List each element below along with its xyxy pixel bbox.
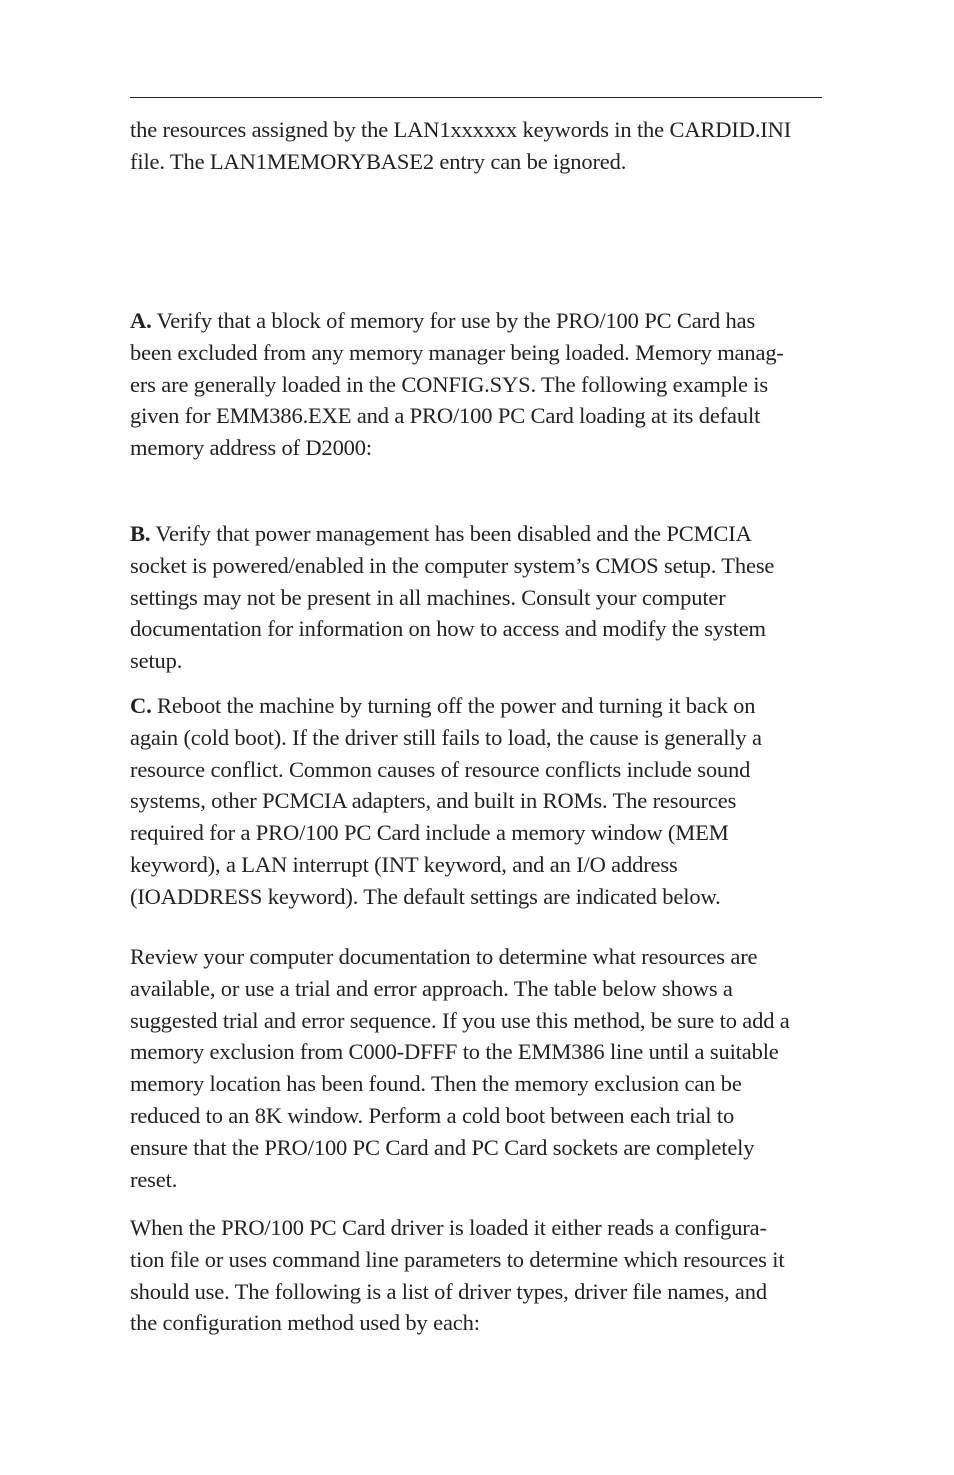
text-line: tion file or uses command line parameters to determine which resources it (130, 1246, 785, 1272)
text-line: the resources assigned by the LAN1xxxxxx keywords in the CARDID.INI (130, 117, 792, 142)
text-line: memory exclusion from C000-DFFF to the EMM386 line until a suitable (130, 1039, 779, 1065)
text-line: again (cold boot). If the driver still fails to load, the cause is generally a (130, 724, 762, 750)
paragraph-review (130, 941, 830, 1195)
text-line: Review your computer documentation to determine what resources are (130, 944, 758, 969)
text-line: file. The LAN1MEMORYBASE2 entry can be ignored. (130, 148, 627, 174)
text-line: memory address of D2000: (130, 435, 372, 461)
step-label-c: C. (130, 693, 152, 718)
step-label-b: B. (130, 521, 151, 546)
paragraph-step-c (130, 690, 830, 913)
text-line: setup. (130, 648, 183, 674)
text-line: the configuration method used by each: (130, 1310, 480, 1336)
text-segment: Verify that a block of memory for use by the PRO/100 PC Card has (151, 308, 756, 333)
text-line: systems, other PCMCIA adapters, and built in ROMs. The resources (130, 788, 737, 814)
text-line: reduced to an 8K window. Perform a cold boot between each trial to (130, 1102, 735, 1128)
text-line: memory location has been found. Then the memory exclusion can be (130, 1071, 742, 1097)
text-line: ers are generally loaded in the CONFIG.SYS. The following example is (130, 371, 768, 397)
text-line: settings may not be present in all machines. Consult your computer (130, 584, 726, 610)
text-line: reset. (130, 1166, 178, 1192)
text-segment: Verify that power management has been disabled and the PCMCIA (150, 521, 752, 546)
text-line: ensure that the PRO/100 PC Card and PC Card sockets are completely (130, 1134, 755, 1160)
text-line: been excluded from any memory manager being loaded. Memory manag- (130, 339, 784, 365)
text-line: socket is powered/enabled in the computer system’s CMOS setup. These (130, 552, 775, 578)
text-line: given for EMM386.EXE and a PRO/100 PC Card loading at its default (130, 403, 761, 429)
text-segment: Reboot the machine by turning off the power and turning it back on (151, 693, 756, 718)
paragraph-intro (130, 114, 830, 178)
paragraph-step-b (130, 518, 830, 677)
paragraph-step-a (130, 305, 830, 464)
step-label-a: A. (130, 308, 152, 333)
text-line: resource conflict. Common causes of resource conflicts include sound (130, 756, 751, 782)
paragraph-driver (130, 1212, 830, 1339)
text-line (130, 690, 830, 722)
text-line: keyword), a LAN interrupt (INT keyword, and an I/O address (130, 851, 678, 877)
text-line: When the PRO/100 PC Card driver is loaded it either reads a configura- (130, 1215, 767, 1240)
text-line: (IOADDRESS keyword). The default settings are indicated below. (130, 883, 721, 909)
text-line: required for a PRO/100 PC Card include a memory window (MEM (130, 820, 729, 846)
text-line (130, 518, 830, 550)
text-line: documentation for information on how to access and modify the system (130, 616, 766, 642)
text-line: available, or use a trial and error approach. The table below shows a (130, 975, 733, 1001)
text-line (130, 305, 830, 337)
text-line: should use. The following is a list of driver types, driver file names, and (130, 1278, 767, 1304)
text-line: suggested trial and error sequence. If you use this method, be sure to add a (130, 1007, 790, 1033)
header-rule (130, 97, 822, 98)
